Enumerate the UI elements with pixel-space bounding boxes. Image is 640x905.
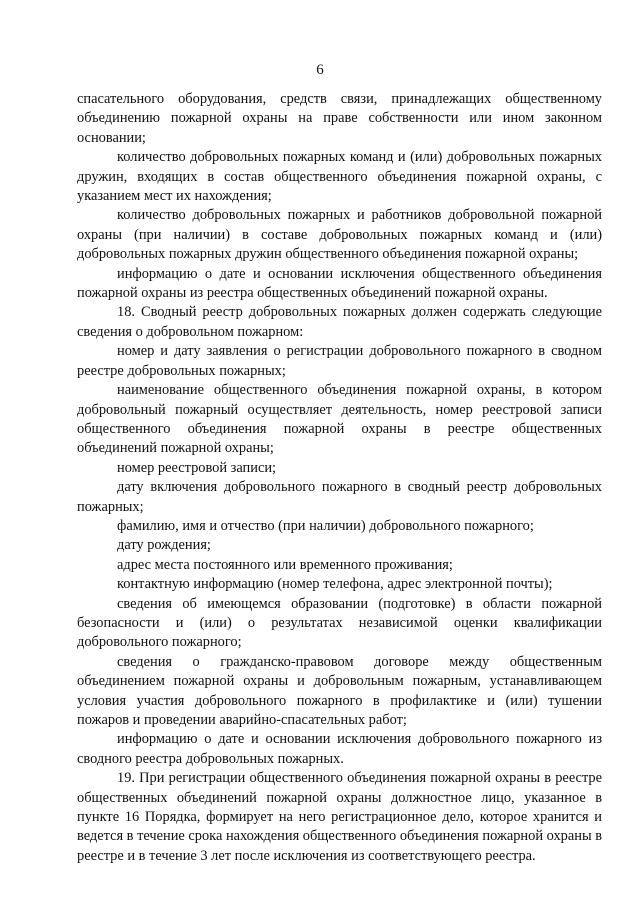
paragraph-full-name: фамилию, имя и отчество (при наличии) добровольного пожарного;	[117, 517, 534, 534]
paragraph-firefighters-count: количество добровольных пожарных и работников добровольной пожарной охраны (при наличии) в составе добровольных пожарных команд и (или) добровольных пожарных дружин общественного объединения пожарной охраны;	[77, 207, 602, 263]
paragraph-continuation: спасательного оборудования, средств связи, принадлежащих общественному объединению пожарной охраны на праве собственности или ином законном основании;	[77, 91, 602, 146]
paragraph-item-18: 18. Сводный реестр добровольных пожарных должен содержать следующие сведения о добровольном пожарном:	[77, 304, 602, 340]
page-number: 6	[316, 62, 324, 78]
paragraph-item-19: 19. При регистрации общественного объединения пожарной охраны в реестре общественных объединений пожарной охраны должностное лицо, указанное в пункте 16 Порядка, формирует на него регистрационное дело, которое хранится и ведется в течение срока нахождения общественного объединения пожарной охраны в реестре и в течение 3 лет после исключения из соответствующего реестра.	[77, 770, 603, 864]
paragraph-fire-teams-count: количество добровольных пожарных команд и (или) добровольных пожарных дружин, входящих в состав общественного объединения пожарной охраны, с указанием мест их нахождения;	[77, 149, 602, 205]
paragraph-registry-record: номер реестровой записи;	[117, 459, 277, 476]
paragraph-address: адрес места постоянного или временного проживания;	[117, 556, 453, 573]
document-body	[77, 90, 602, 866]
paragraph-education: сведения об имеющемся образовании (подготовке) в области пожарной безопасности и (или) о результатах независимой оценки квалификации добровольного пожарного;	[77, 595, 602, 651]
paragraph-exclusion-info: информацию о дате и основании исключения общественного объединения пожарной охраны из реестра общественных объединений пожарной охраны.	[77, 265, 602, 302]
paragraph-birth-date: дату рождения;	[117, 537, 211, 554]
paragraph-firefighter-exclusion: информацию о дате и основании исключения добровольного пожарного из сводного реестра добровольных пожарных.	[77, 731, 602, 767]
paragraph-civil-contract: сведения о гражданско-правовом договоре между общественным объединением пожарной охраны и добровольным пожарным, устанавливающем условия участия добровольного пожарного в профилактике и (или) тушении пожаров и проведении аварийно-спасательных работ;	[77, 653, 602, 728]
paragraph-association-name: наименование общественного объединения пожарной охраны, в котором добровольный пожарный осуществляет деятельность, номер реестровой записи общественного объединения пожарной охраны в реестре общественных объединений пожарной охраны;	[77, 382, 602, 457]
paragraph-inclusion-date: дату включения добровольного пожарного в сводный реестр добровольных пожарных;	[77, 479, 602, 515]
paragraph-application-number: номер и дату заявления о регистрации добровольного пожарного в сводном реестре добровольных пожарных;	[77, 343, 602, 379]
paragraph-contact-info: контактную информацию (номер телефона, адрес электронной почты);	[117, 576, 553, 593]
